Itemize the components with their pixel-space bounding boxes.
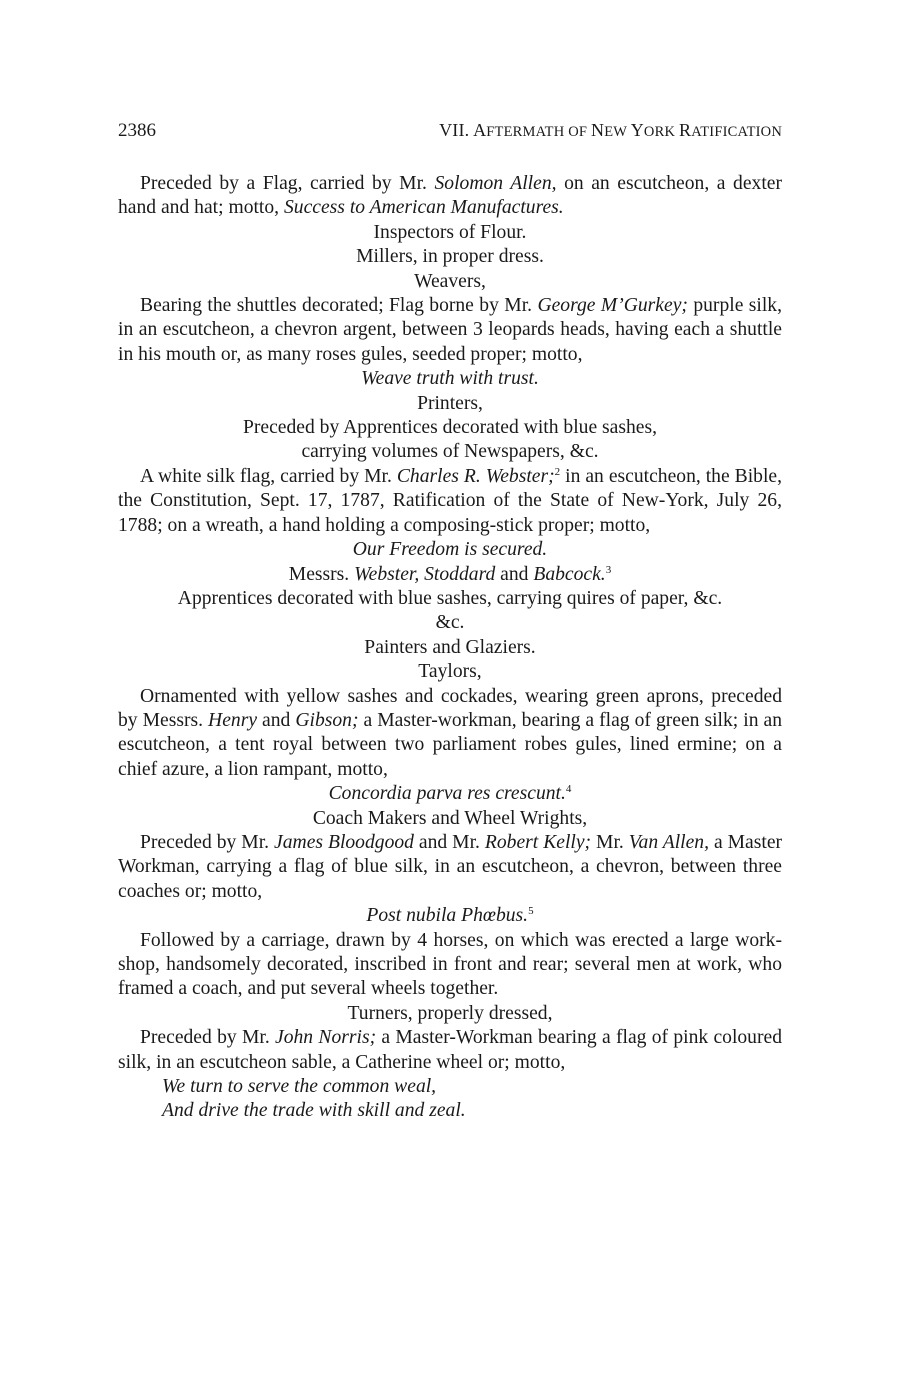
page-number: 2386 [118,120,156,141]
verse-line-2: And drive the trade with skill and zeal. [162,1100,466,1122]
motto-taylors: Concordia parva res crescunt.$^4$ [328,783,572,805]
heading-millers: Millers, in proper dress. [356,246,544,268]
heading-printers: Printers, [417,392,483,414]
heading-turners: Turners, properly dressed, [347,1002,553,1024]
footnote-ref-4: 4 [565,783,572,796]
document-page [118,118,782,1124]
etc-line: &c. [435,612,465,634]
heading-taylors: Taylors, [418,661,482,683]
footnote-ref-3: 3 [605,563,612,576]
paragraph-weavers: Bearing the shuttles decorated; Flag borne by Mr. George M’Gurkey; purple silk, in an escutcheon, a chevron argent, between 3 leopards heads, having each a shuttle in his mouth or, as many roses gules, seeded proper; motto, [118,295,783,365]
chapter-number: VII. [439,120,474,140]
paragraph-turners: Preceded by Mr. John Norris; a Master-Workman bearing a flag of pink coloured silk, in an escutcheon sable, a Catherine wheel or; motto, [118,1027,783,1073]
motto-coach-makers: Post nubila Phœbus.$^5$ [366,905,534,927]
footnote-ref-5: 5 [528,905,534,918]
heading-painters: Painters and Glaziers. [364,636,536,658]
apprentices-line: Apprentices decorated with blue sashes, carrying quires of paper, &c. [177,587,723,609]
paragraph-taylors: Ornamented with yellow sashes and cockades, wearing green aprons, preceded by Messrs. Henry and Gibson; a Master-workman, bearing a flag of green silk; in an escutcheon, a tent royal between two parliament robes gules, lined ermine; on a chief azure, a lion rampant, motto, [118,685,783,780]
heading-coach-makers: Coach Makers and Wheel Wrights, [312,807,588,829]
running-title: VII. AFTERMATH OF NEW YORK RATIFICATION [439,120,782,140]
paragraph-printers: A white silk flag, carried by Mr. Charles R. Webster;$^2$ in an escutcheon, the Bible, the Constitution, Sept. 17, 1787, Ratification of the State of New-York, July 26, 1788; on a wreath, a hand holding a composing-stick proper; motto, [118,465,782,536]
verse-line-1: We turn to serve the common weal, [162,1076,437,1098]
motto-printers: Our Freedom is secured. [352,539,548,561]
paragraph-carriage: Followed by a carriage, drawn by 4 horses, on which was erected a large work-shop, handsomely decorated, inscribed in front and rear; several men at work, who framed a coach, and put several wheels together. [118,929,782,1000]
messrs-line: Messrs. Webster, Stoddard and Babcock.$^3$ [288,563,612,585]
heading-inspectors: Inspectors of Flour. [373,221,527,243]
motto-weavers: Weave truth with trust. [361,368,539,390]
footnote-ref-2: 2 [554,465,561,478]
printers-line-1: Preceded by Apprentices decorated with blue sashes, [242,417,658,439]
printers-line-2: carrying volumes of Newspapers, &c. [301,441,599,463]
paragraph-coach-makers: Preceded by Mr. James Bloodgood and Mr. Robert Kelly; Mr. Van Allen, a Master Workman, carrying a flag of blue silk, in an escutcheon, a chevron, between three coaches or; motto, [118,831,783,902]
running-header [118,118,782,150]
paragraph-flag-allen: Preceded by a Flag, carried by Mr. Solomon Allen, on an escutcheon, a dexter hand and hat; motto, Success to American Manufactures. [118,173,782,219]
heading-weavers: Weavers, [414,270,486,292]
